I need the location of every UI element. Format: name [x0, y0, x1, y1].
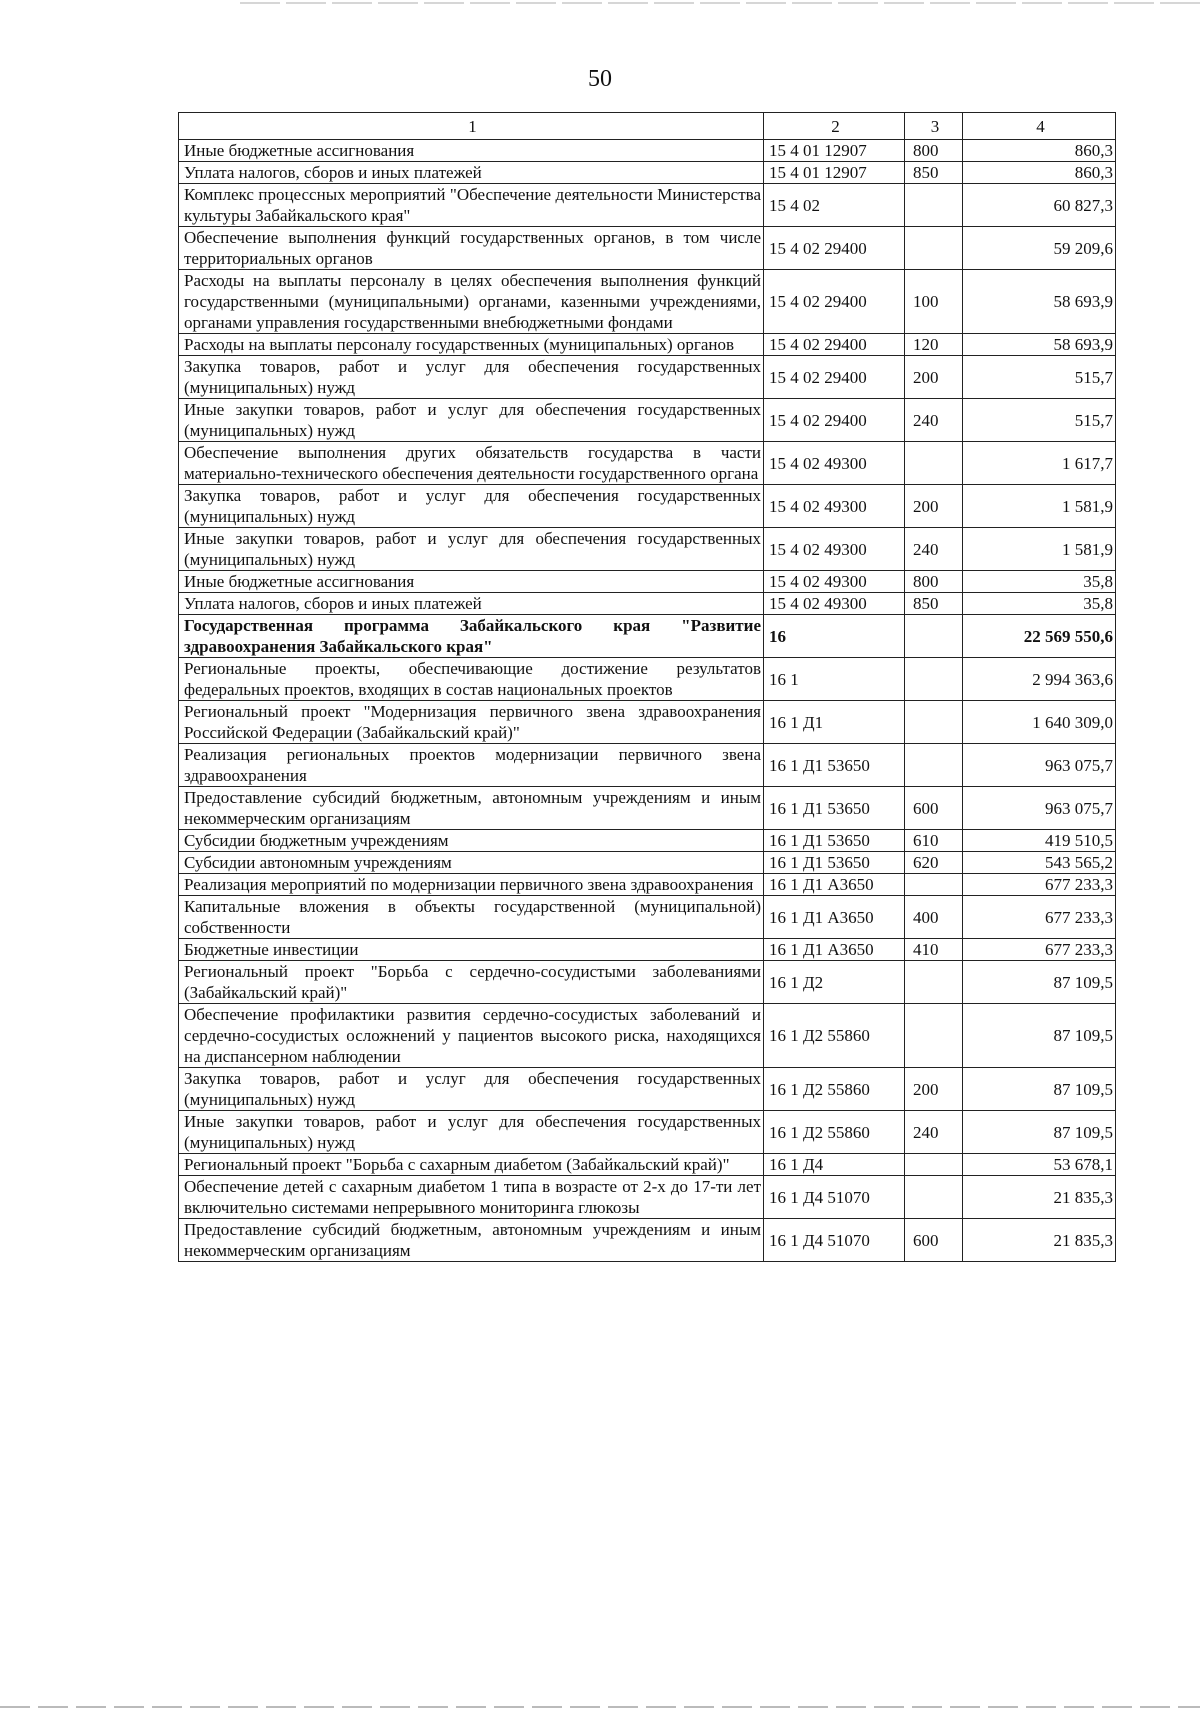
expense-type-cell: 410 — [905, 939, 963, 961]
expense-type-cell — [905, 961, 963, 1004]
amount-cell: 963 075,7 — [963, 744, 1116, 787]
amount-cell: 515,7 — [963, 399, 1116, 442]
target-article-cell: 16 1 — [764, 658, 905, 701]
scan-edge-top — [240, 2, 1200, 4]
amount-cell: 543 565,2 — [963, 852, 1116, 874]
row-name-cell: Обеспечение выполнения других обязательств государства в части материально-технического обеспечения деятельности государственного органа — [179, 442, 764, 485]
target-article-cell: 16 1 Д4 51070 — [764, 1176, 905, 1219]
target-article-cell: 16 1 Д2 — [764, 961, 905, 1004]
table-row — [179, 442, 1116, 485]
target-article-cell: 15 4 02 29400 — [764, 356, 905, 399]
header-row — [179, 113, 1116, 140]
table-row — [179, 162, 1116, 184]
table-body — [179, 140, 1116, 1262]
table-row — [179, 1111, 1116, 1154]
target-article-cell: 15 4 01 12907 — [764, 140, 905, 162]
amount-cell: 677 233,3 — [963, 874, 1116, 896]
row-name-cell: Субсидии бюджетным учреждениям — [179, 830, 764, 852]
expense-type-cell: 400 — [905, 896, 963, 939]
target-article-cell: 16 1 Д1 А3650 — [764, 939, 905, 961]
expense-type-cell — [905, 227, 963, 270]
table-row — [179, 1004, 1116, 1068]
row-name-cell: Бюджетные инвестиции — [179, 939, 764, 961]
table-row — [179, 140, 1116, 162]
target-article-cell: 15 4 02 29400 — [764, 399, 905, 442]
table-row — [179, 528, 1116, 571]
target-article-cell: 16 1 Д2 55860 — [764, 1004, 905, 1068]
expense-type-cell: 240 — [905, 528, 963, 571]
table-row — [179, 658, 1116, 701]
target-article-cell: 16 1 Д1 53650 — [764, 787, 905, 830]
expense-type-cell — [905, 701, 963, 744]
expense-type-cell: 600 — [905, 1219, 963, 1262]
row-name-cell: Комплекс процессных мероприятий "Обеспечение деятельности Министерства культуры Забайкальского края" — [179, 184, 764, 227]
expense-type-cell: 610 — [905, 830, 963, 852]
table-row — [179, 615, 1116, 658]
expense-type-cell — [905, 1154, 963, 1176]
amount-cell: 60 827,3 — [963, 184, 1116, 227]
row-name-cell: Капитальные вложения в объекты государственной (муниципальной) собственности — [179, 896, 764, 939]
header-col-3: 3 — [905, 113, 963, 140]
amount-cell: 59 209,6 — [963, 227, 1116, 270]
target-article-cell: 15 4 02 49300 — [764, 571, 905, 593]
table-row — [179, 1068, 1116, 1111]
row-name-cell: Государственная программа Забайкальского края "Развитие здравоохранения Забайкальского края" — [179, 615, 764, 658]
row-name-cell: Региональный проект "Борьба с сердечно-сосудистыми заболеваниями (Забайкальский край)" — [179, 961, 764, 1004]
amount-cell: 87 109,5 — [963, 961, 1116, 1004]
table-row — [179, 1176, 1116, 1219]
table-row — [179, 830, 1116, 852]
expense-type-cell — [905, 442, 963, 485]
target-article-cell: 15 4 02 49300 — [764, 485, 905, 528]
table-row — [179, 270, 1116, 334]
table-row — [179, 744, 1116, 787]
amount-cell: 58 693,9 — [963, 334, 1116, 356]
row-name-cell: Обеспечение выполнения функций государственных органов, в том числе территориальных органов — [179, 227, 764, 270]
target-article-cell: 16 1 Д1 — [764, 701, 905, 744]
row-name-cell: Закупка товаров, работ и услуг для обеспечения государственных (муниципальных) нужд — [179, 356, 764, 399]
amount-cell: 2 994 363,6 — [963, 658, 1116, 701]
target-article-cell: 15 4 02 — [764, 184, 905, 227]
table-row — [179, 334, 1116, 356]
amount-cell: 21 835,3 — [963, 1176, 1116, 1219]
page-number: 50 — [588, 66, 612, 92]
expense-type-cell: 620 — [905, 852, 963, 874]
expense-type-cell — [905, 1176, 963, 1219]
target-article-cell: 15 4 02 49300 — [764, 442, 905, 485]
row-name-cell: Уплата налогов, сборов и иных платежей — [179, 162, 764, 184]
expense-type-cell: 200 — [905, 356, 963, 399]
row-name-cell: Обеспечение детей с сахарным диабетом 1 типа в возрасте от 2-х до 17-ти лет включительно системами непрерывного мониторинга глюкозы — [179, 1176, 764, 1219]
amount-cell: 22 569 550,6 — [963, 615, 1116, 658]
expense-type-cell: 850 — [905, 593, 963, 615]
target-article-cell: 16 1 Д1 А3650 — [764, 896, 905, 939]
expense-type-cell: 120 — [905, 334, 963, 356]
expense-type-cell: 850 — [905, 162, 963, 184]
expense-type-cell: 100 — [905, 270, 963, 334]
row-name-cell: Закупка товаров, работ и услуг для обеспечения государственных (муниципальных) нужд — [179, 485, 764, 528]
amount-cell: 963 075,7 — [963, 787, 1116, 830]
row-name-cell: Субсидии автономным учреждениям — [179, 852, 764, 874]
expense-type-cell — [905, 658, 963, 701]
target-article-cell: 16 — [764, 615, 905, 658]
expense-type-cell: 200 — [905, 1068, 963, 1111]
expense-type-cell — [905, 874, 963, 896]
amount-cell: 1 617,7 — [963, 442, 1116, 485]
row-name-cell: Уплата налогов, сборов и иных платежей — [179, 593, 764, 615]
scan-edge-bottom — [0, 1706, 1200, 1708]
amount-cell: 515,7 — [963, 356, 1116, 399]
table-row — [179, 939, 1116, 961]
row-name-cell: Иные закупки товаров, работ и услуг для обеспечения государственных (муниципальных) нужд — [179, 399, 764, 442]
table-row — [179, 184, 1116, 227]
amount-cell: 1 640 309,0 — [963, 701, 1116, 744]
table-row — [179, 852, 1116, 874]
header-col-1: 1 — [179, 113, 764, 140]
table-row — [179, 571, 1116, 593]
expense-type-cell: 800 — [905, 140, 963, 162]
expense-type-cell: 600 — [905, 787, 963, 830]
expense-type-cell: 200 — [905, 485, 963, 528]
row-name-cell: Обеспечение профилактики развития сердечно-сосудистых заболеваний и сердечно-сосудистых осложнений у пациентов высокого риска, находящихся на диспансерном наблюдении — [179, 1004, 764, 1068]
row-name-cell: Региональный проект "Модернизация первичного звена здравоохранения Российской Федерации (Забайкальский край)" — [179, 701, 764, 744]
table-row — [179, 1219, 1116, 1262]
row-name-cell: Расходы на выплаты персоналу в целях обеспечения выполнения функций государственными (муниципальными) органами, казенными учреждениями, органами управления государственными внебюджетными фондами — [179, 270, 764, 334]
expense-type-cell: 240 — [905, 399, 963, 442]
table-row — [179, 874, 1116, 896]
target-article-cell: 15 4 02 29400 — [764, 270, 905, 334]
header-col-2: 2 — [764, 113, 905, 140]
target-article-cell: 15 4 01 12907 — [764, 162, 905, 184]
target-article-cell: 16 1 Д4 51070 — [764, 1219, 905, 1262]
target-article-cell: 16 1 Д2 55860 — [764, 1111, 905, 1154]
table-row — [179, 593, 1116, 615]
amount-cell: 87 109,5 — [963, 1068, 1116, 1111]
amount-cell: 53 678,1 — [963, 1154, 1116, 1176]
target-article-cell: 15 4 02 29400 — [764, 227, 905, 270]
row-name-cell: Закупка товаров, работ и услуг для обеспечения государственных (муниципальных) нужд — [179, 1068, 764, 1111]
amount-cell: 419 510,5 — [963, 830, 1116, 852]
table-row — [179, 1154, 1116, 1176]
table-row — [179, 961, 1116, 1004]
row-name-cell: Региональные проекты, обеспечивающие достижение результатов федеральных проектов, входящих в состав национальных проектов — [179, 658, 764, 701]
amount-cell: 860,3 — [963, 140, 1116, 162]
amount-cell: 58 693,9 — [963, 270, 1116, 334]
target-article-cell: 16 1 Д1 53650 — [764, 830, 905, 852]
table-row — [179, 227, 1116, 270]
expense-type-cell — [905, 744, 963, 787]
amount-cell: 860,3 — [963, 162, 1116, 184]
amount-cell: 677 233,3 — [963, 896, 1116, 939]
row-name-cell: Иные закупки товаров, работ и услуг для обеспечения государственных (муниципальных) нужд — [179, 528, 764, 571]
target-article-cell: 16 1 Д1 53650 — [764, 744, 905, 787]
amount-cell: 87 109,5 — [963, 1004, 1116, 1068]
expense-type-cell — [905, 615, 963, 658]
target-article-cell: 16 1 Д2 55860 — [764, 1068, 905, 1111]
row-name-cell: Иные бюджетные ассигнования — [179, 571, 764, 593]
row-name-cell: Предоставление субсидий бюджетным, автономным учреждениям и иным некоммерческим организациям — [179, 787, 764, 830]
target-article-cell: 16 1 Д4 — [764, 1154, 905, 1176]
table-row — [179, 356, 1116, 399]
target-article-cell: 15 4 02 29400 — [764, 334, 905, 356]
row-name-cell: Расходы на выплаты персоналу государственных (муниципальных) органов — [179, 334, 764, 356]
target-article-cell: 16 1 Д1 53650 — [764, 852, 905, 874]
amount-cell: 35,8 — [963, 571, 1116, 593]
table-row — [179, 399, 1116, 442]
row-name-cell: Иные закупки товаров, работ и услуг для обеспечения государственных (муниципальных) нужд — [179, 1111, 764, 1154]
expense-type-cell — [905, 184, 963, 227]
table-row — [179, 485, 1116, 528]
expense-type-cell: 240 — [905, 1111, 963, 1154]
target-article-cell: 15 4 02 49300 — [764, 593, 905, 615]
amount-cell: 1 581,9 — [963, 528, 1116, 571]
amount-cell: 21 835,3 — [963, 1219, 1116, 1262]
budget-table — [178, 112, 1116, 1262]
table-row — [179, 701, 1116, 744]
amount-cell: 1 581,9 — [963, 485, 1116, 528]
amount-cell: 35,8 — [963, 593, 1116, 615]
target-article-cell: 15 4 02 49300 — [764, 528, 905, 571]
row-name-cell: Предоставление субсидий бюджетным, автономным учреждениям и иным некоммерческим организациям — [179, 1219, 764, 1262]
target-article-cell: 16 1 Д1 А3650 — [764, 874, 905, 896]
table-row — [179, 896, 1116, 939]
amount-cell: 87 109,5 — [963, 1111, 1116, 1154]
row-name-cell: Реализация региональных проектов модернизации первичного звена здравоохранения — [179, 744, 764, 787]
amount-cell: 677 233,3 — [963, 939, 1116, 961]
row-name-cell: Иные бюджетные ассигнования — [179, 140, 764, 162]
header-col-4: 4 — [963, 113, 1116, 140]
expense-type-cell — [905, 1004, 963, 1068]
expense-type-cell: 800 — [905, 571, 963, 593]
row-name-cell: Реализация мероприятий по модернизации первичного звена здравоохранения — [179, 874, 764, 896]
row-name-cell: Региональный проект "Борьба с сахарным диабетом (Забайкальский край)" — [179, 1154, 764, 1176]
table-row — [179, 787, 1116, 830]
